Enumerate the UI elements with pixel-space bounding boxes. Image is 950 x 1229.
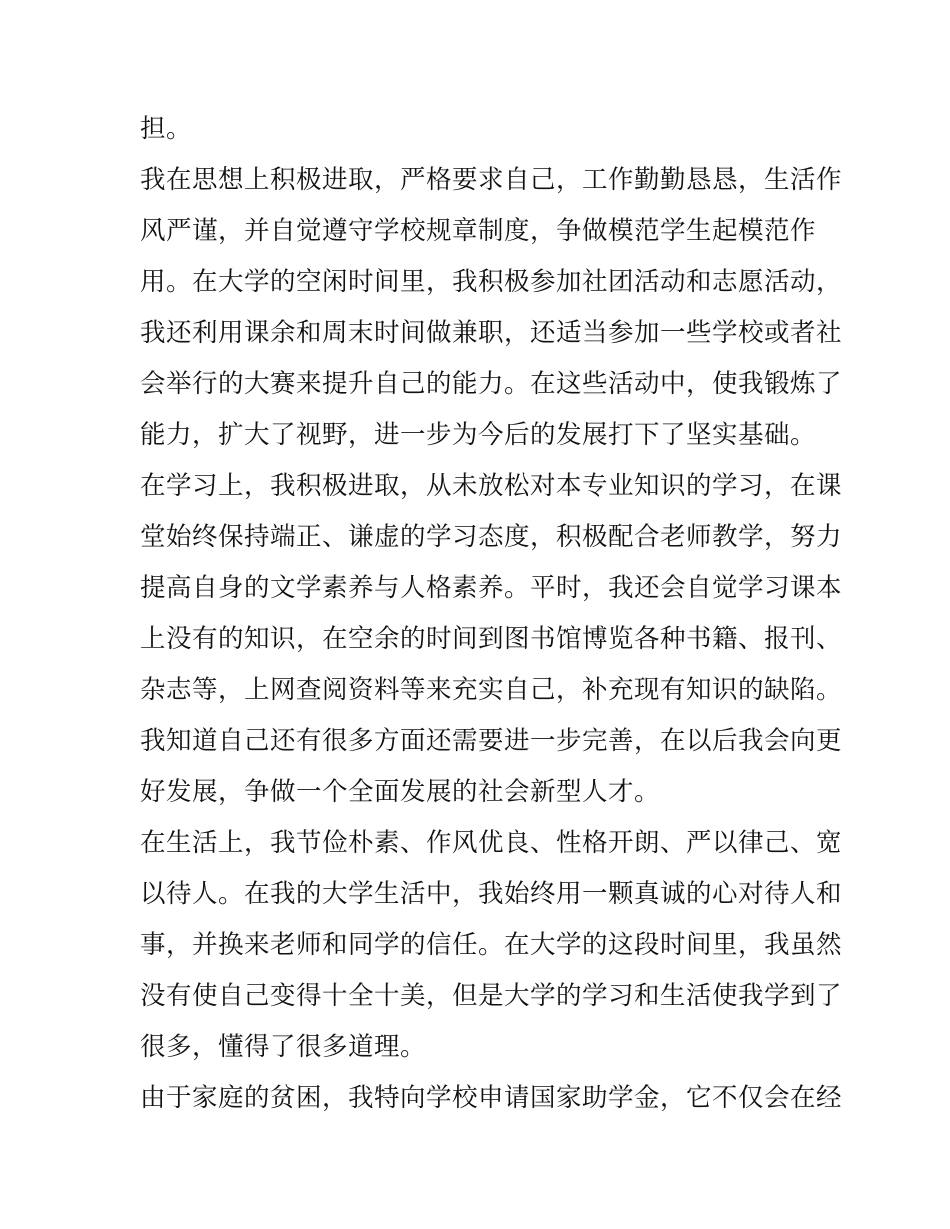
body-text	[140, 104, 843, 1124]
text-line: 上没有的知识，在空余的时间到图书馆博览各种书籍、报刊、	[140, 624, 843, 654]
text-line: 事，并换来老师和同学的信任。在大学的这段时间里，我虽然	[140, 930, 843, 960]
text-line: 风严谨，并自觉遵守学校规章制度，争做模范学生起模范作	[140, 216, 817, 246]
text-line: 在学习上，我积极进取，从未放松对本专业知识的学习，在课	[140, 471, 843, 501]
text-line: 担。	[140, 114, 193, 144]
text-line: 由于家庭的贫困，我特向学校申请国家助学金，它不仅会在经	[140, 1083, 843, 1113]
text-line: 很多，懂得了很多道理。	[140, 1032, 427, 1062]
text-line: 杂志等，上网查阅资料等来充实自己，补充现有知识的缺陷。	[140, 675, 843, 705]
text-line: 能力，扩大了视野，进一步为今后的发展打下了坚实基础。	[140, 420, 817, 450]
text-line: 在生活上，我节俭朴素、作风优良、性格开朗、严以律己、宽	[140, 828, 843, 858]
text-line: 会举行的大赛来提升自己的能力。在这些活动中，使我锻炼了	[140, 369, 843, 399]
text-line: 堂始终保持端正、谦虚的学习态度，积极配合老师教学，努力	[140, 522, 843, 552]
text-line: 提高自身的文学素养与人格素养。平时，我还会自觉学习课本	[140, 573, 843, 603]
text-line: 我在思想上积极进取，严格要求自己，工作勤勤恳恳，生活作	[140, 165, 843, 195]
text-line: 用。在大学的空闲时间里，我积极参加社团活动和志愿活动，	[140, 267, 843, 297]
text-line: 我知道自己还有很多方面还需要进一步完善，在以后我会向更	[140, 726, 843, 756]
text-line: 没有使自己变得十全十美，但是大学的学习和生活使我学到了	[140, 981, 843, 1011]
text-line: 以待人。在我的大学生活中，我始终用一颗真诚的心对待人和	[140, 879, 843, 909]
text-line: 好发展，争做一个全面发展的社会新型人才。	[140, 777, 661, 807]
text-line: 我还利用课余和周末时间做兼职，还适当参加一些学校或者社	[140, 318, 843, 348]
